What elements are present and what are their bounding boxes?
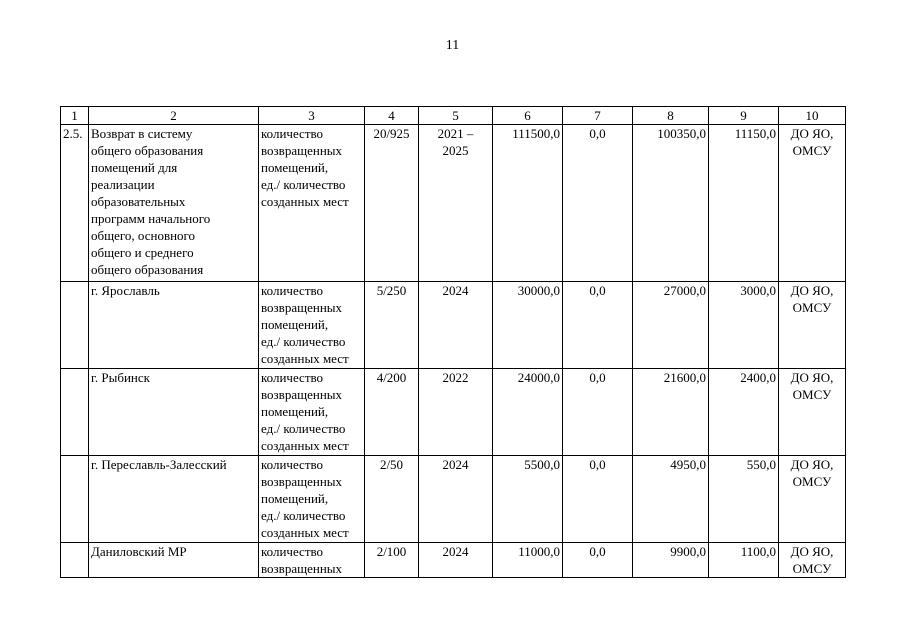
period-cell bbox=[419, 282, 493, 369]
row-number-cell bbox=[61, 456, 89, 543]
total-funding-cell: 24000,0 bbox=[493, 369, 563, 456]
cell-line: созданных мест bbox=[261, 438, 349, 453]
local-funding-cell: 3000,0 bbox=[709, 282, 779, 369]
cell-line: количество bbox=[261, 370, 324, 385]
cell-line: ОМСУ bbox=[792, 474, 832, 489]
regional-funding-cell: 9900,0 bbox=[633, 543, 709, 578]
cell-line: реализации bbox=[91, 177, 155, 192]
cell-line: количество bbox=[261, 457, 324, 472]
indicator-value-cell: 20/925 bbox=[365, 125, 419, 282]
cell-line: помещений, bbox=[261, 160, 329, 175]
header-row bbox=[61, 107, 846, 125]
federal-funding-cell: 0,0 bbox=[563, 125, 633, 282]
executor-cell bbox=[779, 282, 846, 369]
cell-line: 2024 bbox=[442, 283, 469, 298]
cell-line: помещений, bbox=[261, 404, 329, 419]
regional-funding-cell: 4950,0 bbox=[633, 456, 709, 543]
header-cell: 4 bbox=[365, 107, 419, 125]
period-cell bbox=[419, 369, 493, 456]
cell-line: возвращенных bbox=[261, 474, 343, 489]
header-cell: 10 bbox=[779, 107, 846, 125]
cell-line: 2025 bbox=[442, 143, 469, 158]
cell-line: 2021 – bbox=[437, 126, 474, 141]
row-number-cell: 2.5. bbox=[61, 125, 89, 282]
cell-line: образовательных bbox=[91, 194, 186, 209]
local-funding-cell: 1100,0 bbox=[709, 543, 779, 578]
cell-line: помещений, bbox=[261, 491, 329, 506]
measure-name-cell bbox=[89, 369, 259, 456]
total-funding-cell: 111500,0 bbox=[493, 125, 563, 282]
executor-cell bbox=[779, 369, 846, 456]
table-row bbox=[61, 282, 846, 369]
federal-funding-cell: 0,0 bbox=[563, 282, 633, 369]
cell-line: количество bbox=[261, 544, 324, 559]
table-row bbox=[61, 125, 846, 282]
cell-line: возвращенных bbox=[261, 387, 343, 402]
cell-line: программ начального bbox=[91, 211, 211, 226]
cell-line: 2022 bbox=[442, 370, 469, 385]
cell-line: ДО ЯО, bbox=[790, 283, 834, 298]
cell-line: созданных мест bbox=[261, 351, 349, 366]
period-cell bbox=[419, 125, 493, 282]
regional-funding-cell: 21600,0 bbox=[633, 369, 709, 456]
cell-line: ДО ЯО, bbox=[790, 370, 834, 385]
cell-line: ДО ЯО, bbox=[790, 544, 834, 559]
total-funding-cell: 30000,0 bbox=[493, 282, 563, 369]
local-funding-cell: 550,0 bbox=[709, 456, 779, 543]
cell-line: ед./ количество bbox=[261, 177, 346, 192]
header-cell: 2 bbox=[89, 107, 259, 125]
cell-line: общего образования bbox=[91, 143, 204, 158]
local-funding-cell: 2400,0 bbox=[709, 369, 779, 456]
measure-name-cell bbox=[89, 282, 259, 369]
cell-line: общего, основного bbox=[91, 228, 196, 243]
cell-line: созданных мест bbox=[261, 525, 349, 540]
cell-line: возвращенных bbox=[261, 143, 343, 158]
cell-line: ед./ количество bbox=[261, 508, 346, 523]
regional-funding-cell: 27000,0 bbox=[633, 282, 709, 369]
cell-line: 2024 bbox=[442, 457, 469, 472]
row-number-cell bbox=[61, 543, 89, 578]
indicator-cell bbox=[259, 125, 365, 282]
header-cell: 7 bbox=[563, 107, 633, 125]
indicator-cell bbox=[259, 456, 365, 543]
cell-line: ДО ЯО, bbox=[790, 457, 834, 472]
indicator-cell bbox=[259, 543, 365, 578]
header-cell: 9 bbox=[709, 107, 779, 125]
header-cell: 1 bbox=[61, 107, 89, 125]
cell-line: количество bbox=[261, 283, 324, 298]
federal-funding-cell: 0,0 bbox=[563, 456, 633, 543]
cell-line: ед./ количество bbox=[261, 334, 346, 349]
regional-funding-cell: 100350,0 bbox=[633, 125, 709, 282]
cell-line: г. Переславль-Залесский bbox=[91, 457, 227, 472]
period-cell bbox=[419, 456, 493, 543]
measure-name-cell bbox=[89, 125, 259, 282]
measure-name-cell bbox=[89, 543, 259, 578]
federal-funding-cell: 0,0 bbox=[563, 369, 633, 456]
cell-line: 2024 bbox=[442, 544, 469, 559]
cell-line: Возврат в систему bbox=[91, 126, 193, 141]
table-row bbox=[61, 369, 846, 456]
federal-funding-cell: 0,0 bbox=[563, 543, 633, 578]
total-funding-cell: 11000,0 bbox=[493, 543, 563, 578]
cell-line: возвращенных bbox=[261, 300, 343, 315]
cell-line: ОМСУ bbox=[792, 561, 832, 576]
cell-line: Даниловский МР bbox=[91, 544, 187, 559]
program-table bbox=[60, 106, 846, 578]
cell-line: ОМСУ bbox=[792, 300, 832, 315]
cell-line: помещений для bbox=[91, 160, 178, 175]
row-number-cell bbox=[61, 282, 89, 369]
executor-cell bbox=[779, 125, 846, 282]
header-cell: 5 bbox=[419, 107, 493, 125]
cell-line: общего и среднего bbox=[91, 245, 194, 260]
executor-cell bbox=[779, 543, 846, 578]
header-cell: 3 bbox=[259, 107, 365, 125]
cell-line: ДО ЯО, bbox=[790, 126, 834, 141]
header-cell: 8 bbox=[633, 107, 709, 125]
table-body bbox=[61, 107, 846, 578]
local-funding-cell: 11150,0 bbox=[709, 125, 779, 282]
header-cell: 6 bbox=[493, 107, 563, 125]
indicator-value-cell: 2/100 bbox=[365, 543, 419, 578]
cell-line: созданных мест bbox=[261, 194, 349, 209]
cell-line: помещений, bbox=[261, 317, 329, 332]
indicator-value-cell: 2/50 bbox=[365, 456, 419, 543]
period-cell bbox=[419, 543, 493, 578]
indicator-cell bbox=[259, 282, 365, 369]
indicator-cell bbox=[259, 369, 365, 456]
indicator-value-cell: 5/250 bbox=[365, 282, 419, 369]
table-row bbox=[61, 543, 846, 578]
row-number-cell bbox=[61, 369, 89, 456]
table-row bbox=[61, 456, 846, 543]
cell-line: г. Рыбинск bbox=[91, 370, 150, 385]
executor-cell bbox=[779, 456, 846, 543]
cell-line: возвращенных bbox=[261, 561, 343, 576]
indicator-value-cell: 4/200 bbox=[365, 369, 419, 456]
cell-line: ОМСУ bbox=[792, 143, 832, 158]
cell-line: г. Ярославль bbox=[91, 283, 160, 298]
page-number: 11 bbox=[445, 38, 460, 53]
cell-line: количество bbox=[261, 126, 324, 141]
total-funding-cell: 5500,0 bbox=[493, 456, 563, 543]
cell-line: ОМСУ bbox=[792, 387, 832, 402]
measure-name-cell bbox=[89, 456, 259, 543]
cell-line: ед./ количество bbox=[261, 421, 346, 436]
cell-line: общего образования bbox=[91, 262, 204, 277]
